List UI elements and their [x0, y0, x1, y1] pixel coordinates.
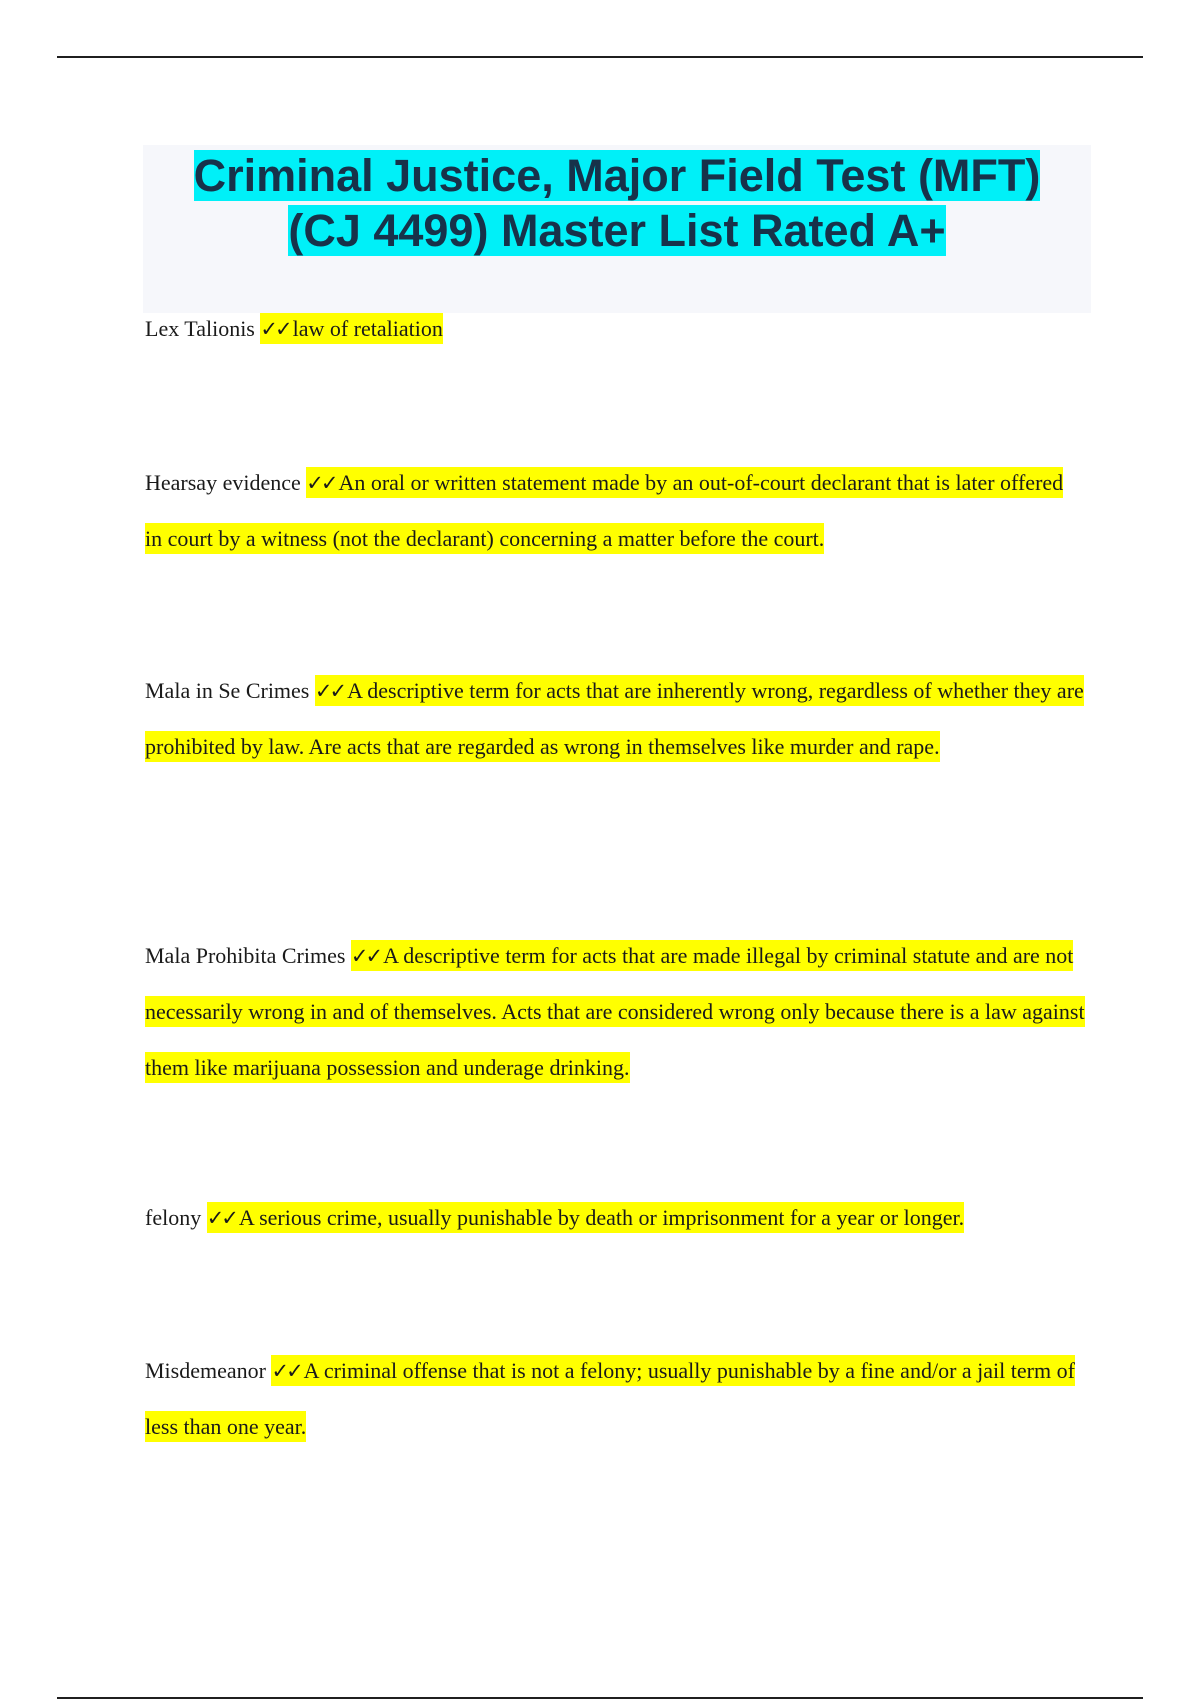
entry-definition: A descriptive term for acts that are made illegal by criminal statute and are not necessarily wrong in and of themselves. Acts that are considered wrong only because there is a law against them like marijuana possession and underage drinking. — [145, 943, 1085, 1080]
entry-misdemeanor — [145, 1343, 1085, 1455]
entry-definition: A descriptive term for acts that are inherently wrong, regardless of whether they are prohibited by law. Are acts that are regarded as wrong in themselves like murder and rape. — [145, 678, 1084, 759]
check-icon: ✓✓ — [206, 1206, 236, 1230]
entry-term: Mala Prohibita Crimes — [145, 943, 346, 968]
check-icon: ✓✓ — [271, 1359, 301, 1383]
entry-lex-talionis — [145, 301, 1085, 357]
entry-term: Lex Talionis — [145, 316, 255, 341]
entry-term: Misdemeanor — [145, 1358, 266, 1383]
title-line-2: (CJ 4499) Master List Rated A+ — [288, 205, 946, 256]
entry-definition-highlight — [145, 1355, 1075, 1442]
check-icon: ✓✓ — [314, 679, 345, 703]
entry-term: felony — [145, 1205, 202, 1230]
entry-term: Hearsay evidence — [145, 470, 301, 495]
entry-definition-highlight — [260, 313, 442, 344]
document-title — [143, 145, 1091, 258]
entry-hearsay-evidence — [145, 455, 1085, 567]
entry-definition-highlight — [207, 1202, 964, 1233]
title-line-1: Criminal Justice, Major Field Test (MFT) — [193, 150, 1041, 201]
title-block — [143, 145, 1091, 313]
entry-mala-in-se — [145, 663, 1085, 775]
entry-definition: A serious crime, usually punishable by death or imprisonment for a year or longer. — [238, 1205, 965, 1230]
entry-definition: law of retaliation — [292, 316, 443, 341]
entry-mala-prohibita — [145, 928, 1085, 1096]
check-icon: ✓✓ — [306, 471, 336, 495]
check-icon: ✓✓ — [260, 317, 290, 341]
entry-felony — [145, 1190, 1085, 1246]
top-rule — [57, 56, 1143, 58]
bottom-rule — [57, 1697, 1143, 1699]
check-icon: ✓✓ — [350, 944, 381, 968]
entry-term: Mala in Se Crimes — [145, 678, 310, 703]
entry-definition: An oral or written statement made by an out-of-court declarant that is later offered in court by a witness (not the declarant) concerning a matter before the court. — [145, 470, 1064, 551]
entry-definition: A criminal offense that is not a felony; usually punishable by a fine and/or a jail term of less than one year. — [145, 1358, 1075, 1439]
